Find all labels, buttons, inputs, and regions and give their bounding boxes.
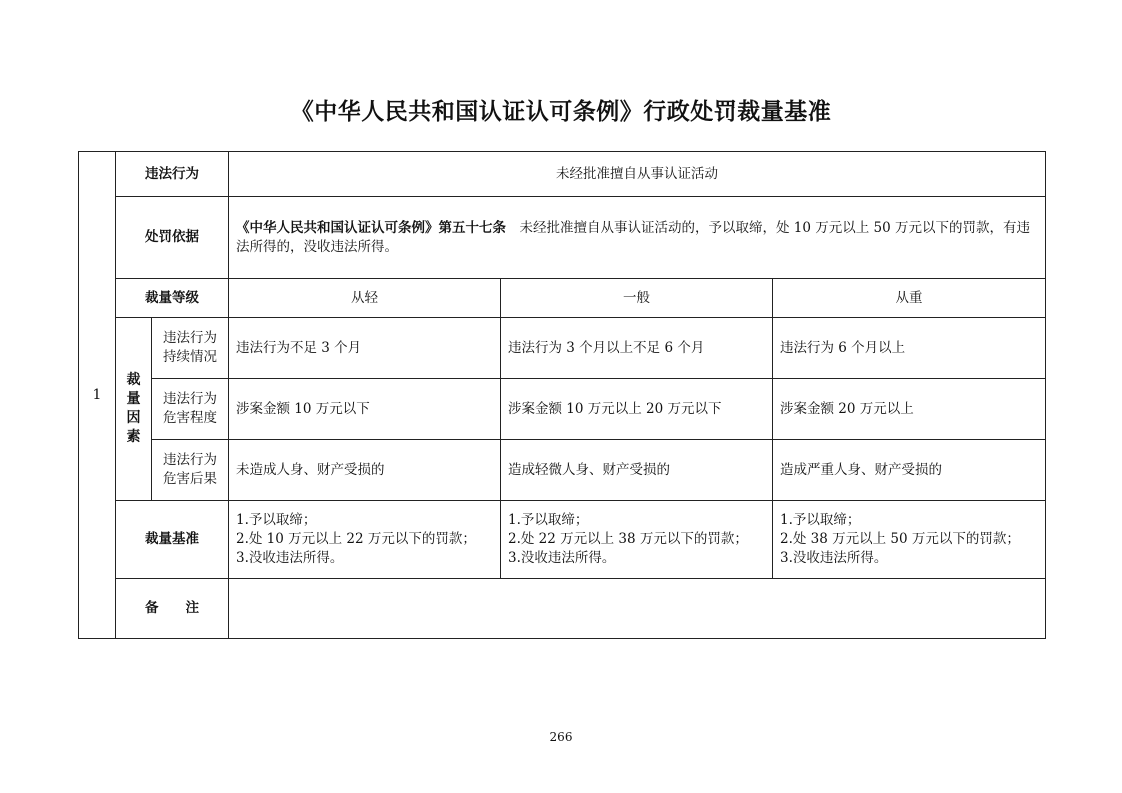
factor-value: 违法行为不足 3 个月 (229, 318, 501, 379)
factor-name: 违法行为 危害程度 (152, 379, 229, 440)
factor-value: 涉案金额 10 万元以上 20 万元以下 (501, 379, 773, 440)
factor-row-duration (79, 318, 1046, 379)
level-general: 一般 (501, 279, 773, 318)
standard-general: 1.予以取缔； 2.处 22 万元以上 38 万元以下的罚款； 3.没收违法所得。 (501, 501, 773, 579)
factor-value: 造成严重人身、财产受损的 (773, 440, 1046, 501)
remarks-label: 备 注 (116, 579, 229, 639)
basis-label: 处罚依据 (116, 197, 229, 279)
remarks-value (229, 579, 1046, 639)
factor-value: 造成轻微人身、财产受损的 (501, 440, 773, 501)
level-heavy: 从重 (773, 279, 1046, 318)
factors-label: 裁 量 因 素 (116, 318, 152, 501)
penalty-standard-table (78, 151, 1046, 639)
factor-value: 未造成人身、财产受损的 (229, 440, 501, 501)
factor-value: 违法行为 6 个月以上 (773, 318, 1046, 379)
violation-label: 违法行为 (116, 152, 229, 197)
factor-value: 涉案金额 20 万元以上 (773, 379, 1046, 440)
level-light: 从轻 (229, 279, 501, 318)
standard-heavy: 1.予以取缔； 2.处 38 万元以上 50 万元以下的罚款； 3.没收违法所得。 (773, 501, 1046, 579)
basis-law-ref: 《中华人民共和国认证认可条例》第五十七条 (236, 219, 506, 236)
standard-light: 1.予以取缔； 2.处 10 万元以上 22 万元以下的罚款； 3.没收违法所得。 (229, 501, 501, 579)
row-number: 1 (79, 152, 116, 639)
factor-row-severity (79, 379, 1046, 440)
level-label: 裁量等级 (116, 279, 229, 318)
document-title: 《中华人民共和国认证认可条例》行政处罚裁量基准 (290, 99, 832, 125)
violation-value: 未经批准擅自从事认证活动 (229, 152, 1046, 197)
basis-row (79, 197, 1046, 279)
remarks-row (79, 579, 1046, 639)
standard-row (79, 501, 1046, 579)
level-row (79, 279, 1046, 318)
page-number: 266 (549, 730, 573, 744)
factor-value: 涉案金额 10 万元以下 (229, 379, 501, 440)
standard-label: 裁量基准 (116, 501, 229, 579)
factor-value: 违法行为 3 个月以上不足 6 个月 (501, 318, 773, 379)
factor-row-consequence (79, 440, 1046, 501)
factor-name: 违法行为 持续情况 (152, 318, 229, 379)
violation-row (79, 152, 1046, 197)
basis-text: 未经批准擅自从事认证活动的，予以取缔，处 10 万元以上 50 万元以下的罚款，有违法所得的，没收违法所得。 (236, 219, 1031, 255)
factor-name: 违法行为 危害后果 (152, 440, 229, 501)
basis-value (229, 197, 1046, 279)
